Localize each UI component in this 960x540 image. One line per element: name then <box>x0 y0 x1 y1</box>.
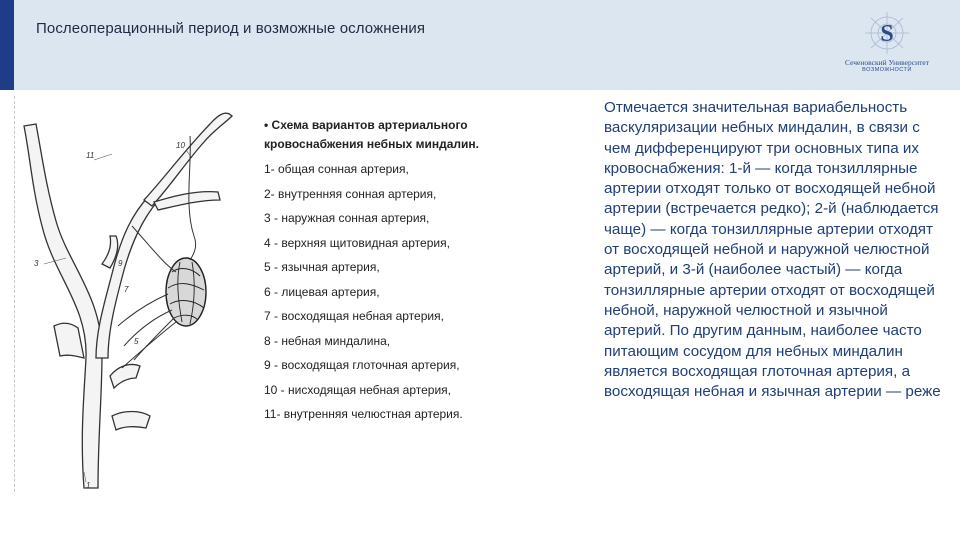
logo-name: Сеченовский Университет <box>845 58 929 67</box>
arterial-schema-illustration <box>14 96 244 496</box>
legend <box>264 116 564 427</box>
legend-item: 8 - небная миндалина, <box>264 333 391 348</box>
figure-label: 1 <box>86 481 91 490</box>
logo-emblem-icon <box>857 10 917 56</box>
accent-stripe <box>0 0 14 90</box>
figure-label: 11 <box>86 151 95 160</box>
logo-subtitle: ВОЗМОЖНОСТИ <box>862 67 912 73</box>
university-logo <box>832 10 942 80</box>
figure-label: 5 <box>134 337 139 346</box>
legend-item: 7 - восходящая небная артерия, <box>264 309 444 323</box>
figure-label: 3 <box>34 259 39 268</box>
legend-item: 9 - восходящая глоточная артерия, <box>264 358 460 372</box>
legend-item: 6 - лицевая артерия, <box>264 284 380 299</box>
legend-item: 5 - язычная артерия, <box>264 260 380 274</box>
header-band <box>0 0 960 90</box>
legend-item: 2- внутренняя сонная артерия, <box>264 186 437 201</box>
legend-item: 11- внутренняя челюстная артерия. <box>264 407 463 421</box>
legend-item: 10 - нисходящая небная артерия, <box>264 382 451 397</box>
page-title: Послеоперационный период и возможные осложнения <box>36 20 426 37</box>
legend-item: 3 - наружная сонная артерия, <box>264 211 430 225</box>
legend-item: 4 - верхняя щитовидная артерия, <box>264 235 450 250</box>
figure-label: 7 <box>124 285 129 294</box>
figure-label: 9 <box>118 259 123 268</box>
logo-monogram: S <box>880 21 894 47</box>
legend-heading: • Схема вариантов артериального кровоснабжения небных миндалин. <box>264 118 479 151</box>
figure-label: 10 <box>176 141 185 150</box>
legend-item: 1- общая сонная артерия, <box>264 162 409 176</box>
description-paragraph: Отмечается значительная вариабельность васкуляризации небных миндалин, в связи с чем дифференцируют три основных типа их кровоснабжения: 1-й — когда тонзиллярные артерии отходят только от восходящей небной артерии (встречается редко); 2-й (наблюдается чаще) — когда тонзиллярные артерии отходят от восходящей небной и наружной челюстной артерий, и 3-й (наиболее частый) — когда тонзиллярные артерии отходят от восходящей небной, наружной челюстной и язычной артерий. По другим данным, наиболее часто питающим сосудом для небных миндалин является восходящая глоточная артерия, а восходящая небная и язычная артерии — реже <box>604 99 941 401</box>
arterial-schema-drawing <box>14 96 244 496</box>
